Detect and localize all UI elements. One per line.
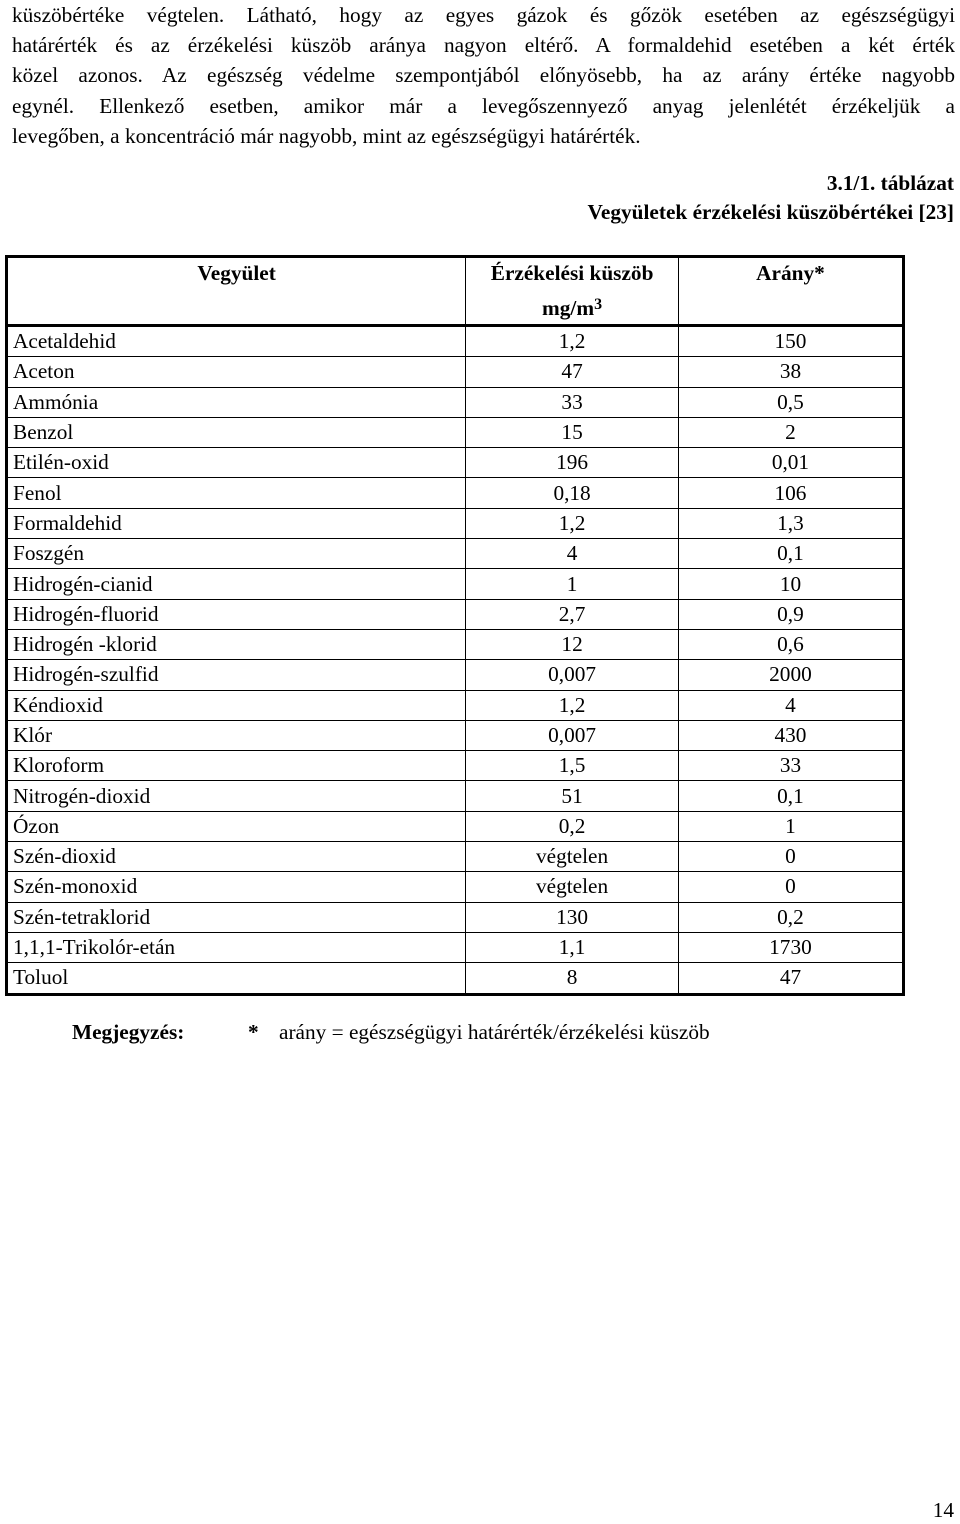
cell-ratio: 38 xyxy=(678,357,903,387)
cell-compound: Fenol xyxy=(7,478,466,508)
table-row xyxy=(7,326,904,357)
cell-compound: Ammónia xyxy=(7,387,466,417)
footnote-label: Megjegyzés: xyxy=(72,1020,185,1044)
cell-threshold: 51 xyxy=(466,781,679,811)
cell-compound: Szén-monoxid xyxy=(7,872,466,902)
cell-threshold: 0,007 xyxy=(466,660,679,690)
cell-compound: Toluol xyxy=(7,963,466,994)
cell-compound: Szén-tetraklorid xyxy=(7,902,466,932)
cell-threshold: 0,18 xyxy=(466,478,679,508)
cell-threshold: 1,1 xyxy=(466,932,679,962)
cell-compound: Klór xyxy=(7,720,466,750)
table-row xyxy=(7,629,904,659)
cell-compound: 1,1,1-Trikolór-etán xyxy=(7,932,466,962)
cell-ratio: 33 xyxy=(678,751,903,781)
cell-threshold: 8 xyxy=(466,963,679,994)
table-row xyxy=(7,539,904,569)
cell-ratio: 0,6 xyxy=(678,629,903,659)
cell-threshold: 1,2 xyxy=(466,508,679,538)
cell-compound: Kloroform xyxy=(7,751,466,781)
header-compound: Vegyület xyxy=(7,257,466,326)
cell-threshold: 0,2 xyxy=(466,811,679,841)
cell-ratio: 0,01 xyxy=(678,448,903,478)
cell-threshold: 2,7 xyxy=(466,599,679,629)
cell-compound: Hidrogén-fluorid xyxy=(7,599,466,629)
cell-ratio: 2 xyxy=(678,417,903,447)
table-row xyxy=(7,660,904,690)
cell-threshold: 1,5 xyxy=(466,751,679,781)
cell-threshold: 1,2 xyxy=(466,326,679,357)
cell-ratio: 0 xyxy=(678,872,903,902)
header-threshold-unit xyxy=(466,289,678,324)
intro-line: közel azonos. Az egészség védelme szempontjából előnyösebb, ha az arány értéke nagyobb xyxy=(12,63,955,88)
cell-threshold: 196 xyxy=(466,448,679,478)
table-row xyxy=(7,842,904,872)
intro-line: küszöbértéke végtelen. Látható, hogy az egyes gázok és gőzök esetében az egészségügyi xyxy=(12,3,955,27)
cell-compound: Hidrogén-szulfid xyxy=(7,660,466,690)
cell-ratio: 0,1 xyxy=(678,781,903,811)
table-row xyxy=(7,932,904,962)
table-row xyxy=(7,478,904,508)
intro-line: egynél. Ellenkező esetben, amikor már a levegőszennyező anyag jelenlétét érzékeljük a xyxy=(12,93,955,118)
table-row xyxy=(7,720,904,750)
cell-ratio: 0 xyxy=(678,842,903,872)
cell-ratio: 0,1 xyxy=(678,539,903,569)
cell-threshold: 130 xyxy=(466,902,679,932)
cell-ratio: 2000 xyxy=(678,660,903,690)
cell-ratio: 1,3 xyxy=(678,508,903,538)
table-row xyxy=(7,357,904,387)
footnote xyxy=(72,1020,710,1045)
table-header-row xyxy=(7,257,904,326)
cell-compound: Hidrogén-cianid xyxy=(7,569,466,599)
cell-compound: Nitrogén-dioxid xyxy=(7,781,466,811)
header-threshold-label: Érzékelési küszöb xyxy=(490,261,654,285)
table-row xyxy=(7,417,904,447)
cell-ratio: 1 xyxy=(678,811,903,841)
cell-compound: Formaldehid xyxy=(7,508,466,538)
table-title: Vegyületek érzékelési küszöbértékei [23] xyxy=(587,200,954,224)
cell-threshold: 1,2 xyxy=(466,690,679,720)
cell-compound: Etilén-oxid xyxy=(7,448,466,478)
cell-threshold: 12 xyxy=(466,629,679,659)
table-row xyxy=(7,387,904,417)
unit-exponent: 3 xyxy=(594,296,603,313)
cell-threshold: 15 xyxy=(466,417,679,447)
cell-ratio: 0,5 xyxy=(678,387,903,417)
footnote-asterisk: * xyxy=(248,1020,259,1044)
cell-threshold: végtelen xyxy=(466,872,679,902)
header-ratio: Arány* xyxy=(678,257,903,326)
table-row xyxy=(7,751,904,781)
header-threshold xyxy=(466,257,679,326)
cell-compound: Kéndioxid xyxy=(7,690,466,720)
page-number: 14 xyxy=(932,1498,954,1522)
cell-compound: Foszgén xyxy=(7,539,466,569)
cell-compound: Hidrogén -klorid xyxy=(7,629,466,659)
table-row xyxy=(7,781,904,811)
footnote-text: arány = egészségügyi határérték/érzékelési küszöb xyxy=(279,1020,710,1044)
cell-threshold: 47 xyxy=(466,357,679,387)
cell-ratio: 150 xyxy=(678,326,903,357)
cell-threshold: 4 xyxy=(466,539,679,569)
cell-ratio: 10 xyxy=(678,569,903,599)
table-row xyxy=(7,811,904,841)
table-row xyxy=(7,448,904,478)
table-row xyxy=(7,872,904,902)
cell-ratio: 0,9 xyxy=(678,599,903,629)
cell-ratio: 4 xyxy=(678,690,903,720)
threshold-table xyxy=(5,255,905,996)
table-row xyxy=(7,902,904,932)
table-row xyxy=(7,508,904,538)
cell-compound: Acetaldehid xyxy=(7,326,466,357)
cell-ratio: 0,2 xyxy=(678,902,903,932)
table-row xyxy=(7,599,904,629)
cell-ratio: 47 xyxy=(678,963,903,994)
cell-compound: Aceton xyxy=(7,357,466,387)
cell-threshold: 0,007 xyxy=(466,720,679,750)
intro-paragraph xyxy=(12,0,955,151)
unit-base: mg/m xyxy=(542,296,595,320)
table-row xyxy=(7,690,904,720)
cell-compound: Benzol xyxy=(7,417,466,447)
cell-ratio: 1730 xyxy=(678,932,903,962)
table-row xyxy=(7,569,904,599)
cell-compound: Ózon xyxy=(7,811,466,841)
table-number: 3.1/1. táblázat xyxy=(826,171,954,195)
intro-line: határérték és az érzékelési küszöb aránya nagyon eltérő. A formaldehid esetében a két érték xyxy=(12,33,955,58)
intro-line: levegőben, a koncentráció már nagyobb, mint az egészségügyi határérték. xyxy=(12,123,641,148)
cell-threshold: 1 xyxy=(466,569,679,599)
cell-compound: Szén-dioxid xyxy=(7,842,466,872)
cell-ratio: 430 xyxy=(678,720,903,750)
cell-ratio: 106 xyxy=(678,478,903,508)
cell-threshold: 33 xyxy=(466,387,679,417)
table-row xyxy=(7,963,904,994)
cell-threshold: végtelen xyxy=(466,842,679,872)
table-body xyxy=(7,326,904,995)
